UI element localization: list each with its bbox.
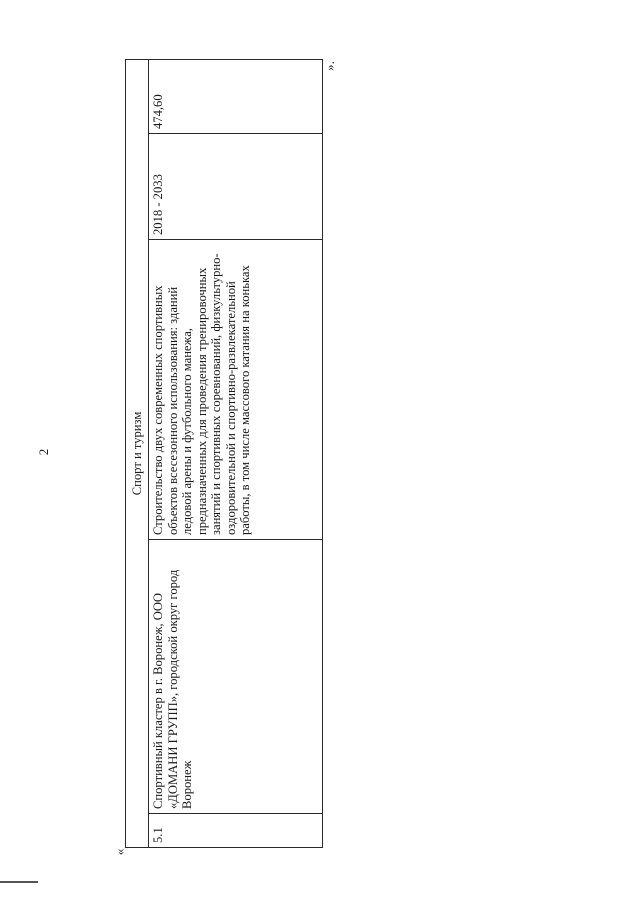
section-title: Спорт и туризм <box>126 59 149 847</box>
table-row <box>149 59 323 847</box>
page-number: 2 <box>36 448 51 456</box>
section-header-row <box>126 59 149 847</box>
project-table <box>125 60 323 848</box>
row-number-cell: 5.1 <box>149 814 323 848</box>
project-description-cell: Строительство двух современных спортивных объектов всесезонного использования: зданий ледовой арены и футбольного манежа, предназначенных для проведения тренировочных занятий и спортивных соревнований, физкультурно-оздоровительной и спортивно-развлекательной работы, в том числе массового катания на коньках <box>149 240 323 540</box>
scan-edge-mark <box>0 881 38 883</box>
implementation-period-cell: 2018 - 2033 <box>149 134 323 240</box>
project-name-cell: Спортивный кластер в г. Воронеж, ООО «ДОМАНИ ГРУПП», городской округ город Воронеж <box>149 540 323 814</box>
opening-quote-mark: « <box>112 848 127 856</box>
closing-quote-mark: ». <box>322 61 337 71</box>
investment-amount-cell: 474,60 <box>149 59 323 133</box>
